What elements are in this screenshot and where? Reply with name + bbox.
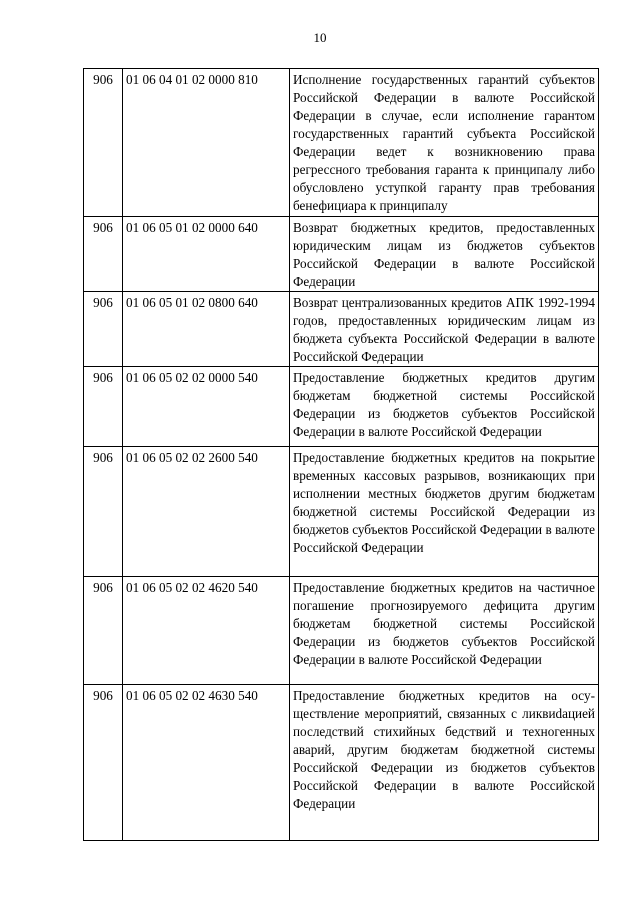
admin-code-cell: 906 xyxy=(84,292,123,367)
table-row xyxy=(84,69,599,217)
description-cell: Предоставление бюджетных кредитов на осуществление мероприятий, связанных с ликвиdацией последствий стихийных бедствий и техногенных аварий, другим бюджетам бюджетной системы Российской Федерации из бюджетов субъектов Российской Федерации в валюте Российской Федерации xyxy=(290,685,599,841)
table-row xyxy=(84,685,599,841)
table-row xyxy=(84,447,599,577)
table-row xyxy=(84,577,599,685)
table-row xyxy=(84,217,599,292)
admin-code-cell: 906 xyxy=(84,367,123,447)
admin-code-cell: 906 xyxy=(84,577,123,685)
table-body xyxy=(84,69,599,841)
budget-code-cell: 01 06 05 02 02 2600 540 xyxy=(123,447,290,577)
admin-code-cell: 906 xyxy=(84,685,123,841)
description-cell: Предоставление бюджетных кредитов на частичное погашение прогнозируемого дефицита другим бюджетам бюджетной системы Российской Федерации из бюджетов субъектов Российской Федерации в валюте Российской Федерации xyxy=(290,577,599,685)
description-cell: Предоставление бюджетных кредитов другим бюджетам бюджетной системы Российской Федерации из бюджетов субъектов Российской Федерации в валюте Российской Федерации xyxy=(290,367,599,447)
description-cell: Предоставление бюджетных кредитов на покрытие временных кассовых разрывов, возникающих при исполнении местных бюджетов другим бюджетам бюджетной системы Российской Федерации из бюджетов субъектов Российской Федерации в валюте Российской Федерации xyxy=(290,447,599,577)
budget-code-cell: 01 06 04 01 02 0000 810 xyxy=(123,69,290,217)
admin-code-cell: 906 xyxy=(84,69,123,217)
budget-code-cell: 01 06 05 02 02 4620 540 xyxy=(123,577,290,685)
description-cell: Возврат бюджетных кредитов, предоставленных юридическим лицам из бюджетов субъектов Российской Федерации в валюте Российской Федерации xyxy=(290,217,599,292)
admin-code-cell: 906 xyxy=(84,217,123,292)
table-row xyxy=(84,292,599,367)
description-cell: Возврат централизованных кредитов АПК 1992-1994 годов, предоставленных юридическим лицам из бюджета субъекта Российской Федерации в валюте Российской Федерации xyxy=(290,292,599,367)
budget-code-cell: 01 06 05 02 02 0000 540 xyxy=(123,367,290,447)
budget-sources-table xyxy=(83,68,599,841)
page-number: 10 xyxy=(313,30,327,45)
budget-code-cell: 01 06 05 01 02 0800 640 xyxy=(123,292,290,367)
budget-code-cell: 01 06 05 02 02 4630 540 xyxy=(123,685,290,841)
description-cell: Исполнение государственных гарантий субъектов Российской Федерации в валюте Российской Федерации в случае, если исполнение гарантом государственных гарантий субъекта Российской Федерации ведет к возникновению права регрессного требования гаранта к принципалу либо обусловлено уступкой гаранту прав требования бенефициара к принципалу xyxy=(290,69,599,217)
admin-code-cell: 906 xyxy=(84,447,123,577)
table-row xyxy=(84,367,599,447)
budget-code-cell: 01 06 05 01 02 0000 640 xyxy=(123,217,290,292)
